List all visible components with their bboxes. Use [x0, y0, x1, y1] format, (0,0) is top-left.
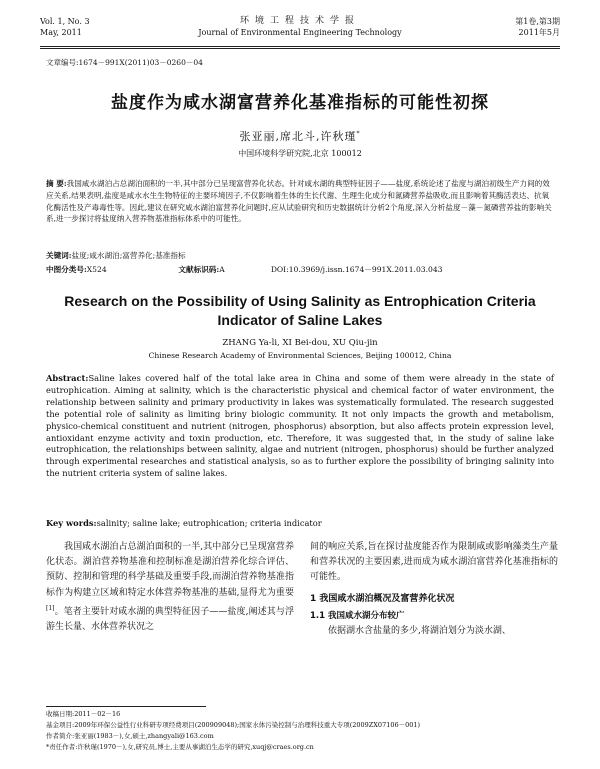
intro-text-cont: 。笔者主要针对咸水湖的典型特征因子——盐度,阐述其与浮游生长量、水体营养状况之: [46, 606, 294, 633]
header-rule: [40, 46, 560, 47]
affiliation-cn: 中国环境科学研究院,北京 100012: [238, 149, 362, 158]
footnotes: [46, 709, 554, 753]
header-rule-thin: [40, 48, 560, 49]
body-column-left: [46, 540, 294, 635]
volume-label: Vol. 1, No. 3: [40, 17, 90, 26]
abstract-cn-label: 摘 要:: [46, 179, 67, 188]
running-header: [40, 16, 560, 46]
title-cn: 盐度作为咸水湖富营养化基准指标的可能性初探: [111, 93, 489, 113]
footnote-fund: 基金项目:2009年环保公益性行业科研专项经费项目(200909048);国家水体污染控制与治理科技重大专项(2009ZX07106－001): [46, 721, 421, 729]
doi-value: 10.3969/j.issn.1674－991X.2011.03.043: [288, 265, 443, 274]
keywords-en: [46, 518, 554, 528]
classification-line: [46, 264, 554, 276]
date-en: May, 2011: [40, 28, 82, 37]
section-1-heading: 1 我国咸水湖泊概况及富营养化状况: [310, 593, 455, 604]
authors-cn-names: 张亚丽,席北斗,许秋瑾: [239, 130, 357, 143]
doc-code-value: A: [219, 265, 225, 274]
keywords-en-label: Key words:: [46, 518, 97, 528]
title-en: Research on the Possibility of Using Salinity as Entrophication Criteria Indicator of Saline Lakes: [64, 293, 536, 328]
intro-paragraph: [46, 540, 294, 635]
keywords-cn: [46, 250, 554, 262]
clc-number: [46, 264, 176, 276]
authors-en: ZHANG Ya-li, XI Bei-dou, XU Qiu-jin: [222, 338, 378, 348]
abstract-cn-text: 我国咸水湖泊占总湖泊面积的一半,其中部分已呈现富营养化状态。针对咸水湖的典型特征因子——盐度,系统论述了盐度与湖泊初级生产力间的效应关系,结果表明,盐度是咸水水生生物特征的主要环境因子,不仅影响着生体的生长代谢、生理生化成分和氮磷营养盐吸收,而且影响着其酶活表达、抗氧化酶活性及产毒毒性等。因此,建议在研究咸水湖泊富营养化问题时,应从试验研究和历史数据统计分析2个角度,深入分析盐度－藻－氮磷营养盐的影响关系,进一步探讨将盐度纳入营养物基准指标体系中的可能性。: [46, 179, 552, 224]
keywords-en-text: salinity; saline lake; eutrophication; criteria indicator: [96, 518, 322, 528]
intro-text: 我国咸水湖泊占总湖泊面积的一半,其中部分已呈现富营养化状态。湖泊营养物基准和控制标准是湖泊营养化综合评估、预防、控制和管理的科学基础及重要手段,而湖泊营养物基准指标作为构建立区域和特定水体营养物基准的基础,显得尤为重要: [46, 542, 294, 598]
journal-name-cn: 环境工程技术学报: [239, 16, 360, 26]
footnote-corresponding: *责任作者:许秋瑾(1970－),女,研究员,博士,主要从事湖泊生态学的研究,xuqj@craes.org.cn: [46, 743, 314, 751]
abstract-en-text: Saline lakes covered half of the total lake area in China and some of them were already in the state of eutrophication. Aiming at salinity, which is the characteristic physical and chemical factor of water environment, the relationship between salinity and primary productivity in lakes was systematically formulated. The research suggested the potential role of salinity as limiting briny biologic community. It not only impacts the growth and metabolism, physico-chemical constituent and nutrient (nitrogen, phosphorus) absorption, but also affects protein expression level, antioxidant enzyme activity and toxin production, etc. Therefore, it was suggested that, in the study of saline lake eutrophication, the relationships between salinity, algae and nutrient (nitrogen, phosphorus) should be further analyzed through experimental researches and statistical analysis, so as to further explore the possibility of bringing salinity into the nutrient criteria system of saline lakes.: [46, 373, 554, 479]
keywords-cn-text: 盐度;咸水湖泊;富营养化;基准指标: [71, 251, 186, 260]
affiliation-en: Chinese Research Academy of Environmental Sciences, Beijing 100012, China: [148, 351, 452, 360]
footnote-author: 作者简介:张亚丽(1983－),女,硕士,zhangyali@163.com: [46, 732, 214, 740]
body-column-right: [310, 540, 558, 639]
section-1-1-paragraph: 依据湖水含盐量的多少,将湖泊划分为淡水湖、: [328, 626, 511, 637]
date-cn: 2011年5月: [518, 28, 560, 37]
footnote-rule: [46, 706, 206, 707]
keywords-cn-label: 关键词:: [46, 251, 72, 260]
intro-paragraph-cont: 间的响应关系,旨在探讨盐度能否作为限制咸或影响藻类生产量和营养状况的主要因素,进而成为咸水湖泊富营养化基准指标的可能性。: [310, 542, 558, 583]
corresponding-mark: *: [356, 130, 361, 138]
abstract-en: [46, 373, 554, 480]
doi-label: DOI:: [270, 265, 289, 274]
citation: [1]: [46, 604, 55, 612]
doi: [271, 264, 443, 276]
journal-name-en: Journal of Environmental Engineering Technology: [198, 28, 402, 37]
authors-cn: [0, 128, 600, 144]
section-1-1-heading: 1.1 我国咸水湖分布较广: [310, 610, 405, 621]
doc-code-label: 文献标识码:: [178, 265, 220, 274]
abstract-cn: [46, 178, 554, 225]
header-right: [515, 16, 560, 38]
clc-value: X524: [86, 265, 107, 274]
footnote-received: 收稿日期:2011－02－16: [46, 710, 121, 718]
header-center: [40, 16, 560, 38]
article-number: 文章编号:1674－991X(2011)03－0260－04: [46, 58, 203, 67]
abstract-en-label: Abstract:: [46, 373, 89, 383]
clc-label: 中图分类号:: [46, 265, 87, 274]
issue-cn: 第1卷,第3期: [515, 17, 560, 26]
doc-code: [178, 264, 268, 276]
